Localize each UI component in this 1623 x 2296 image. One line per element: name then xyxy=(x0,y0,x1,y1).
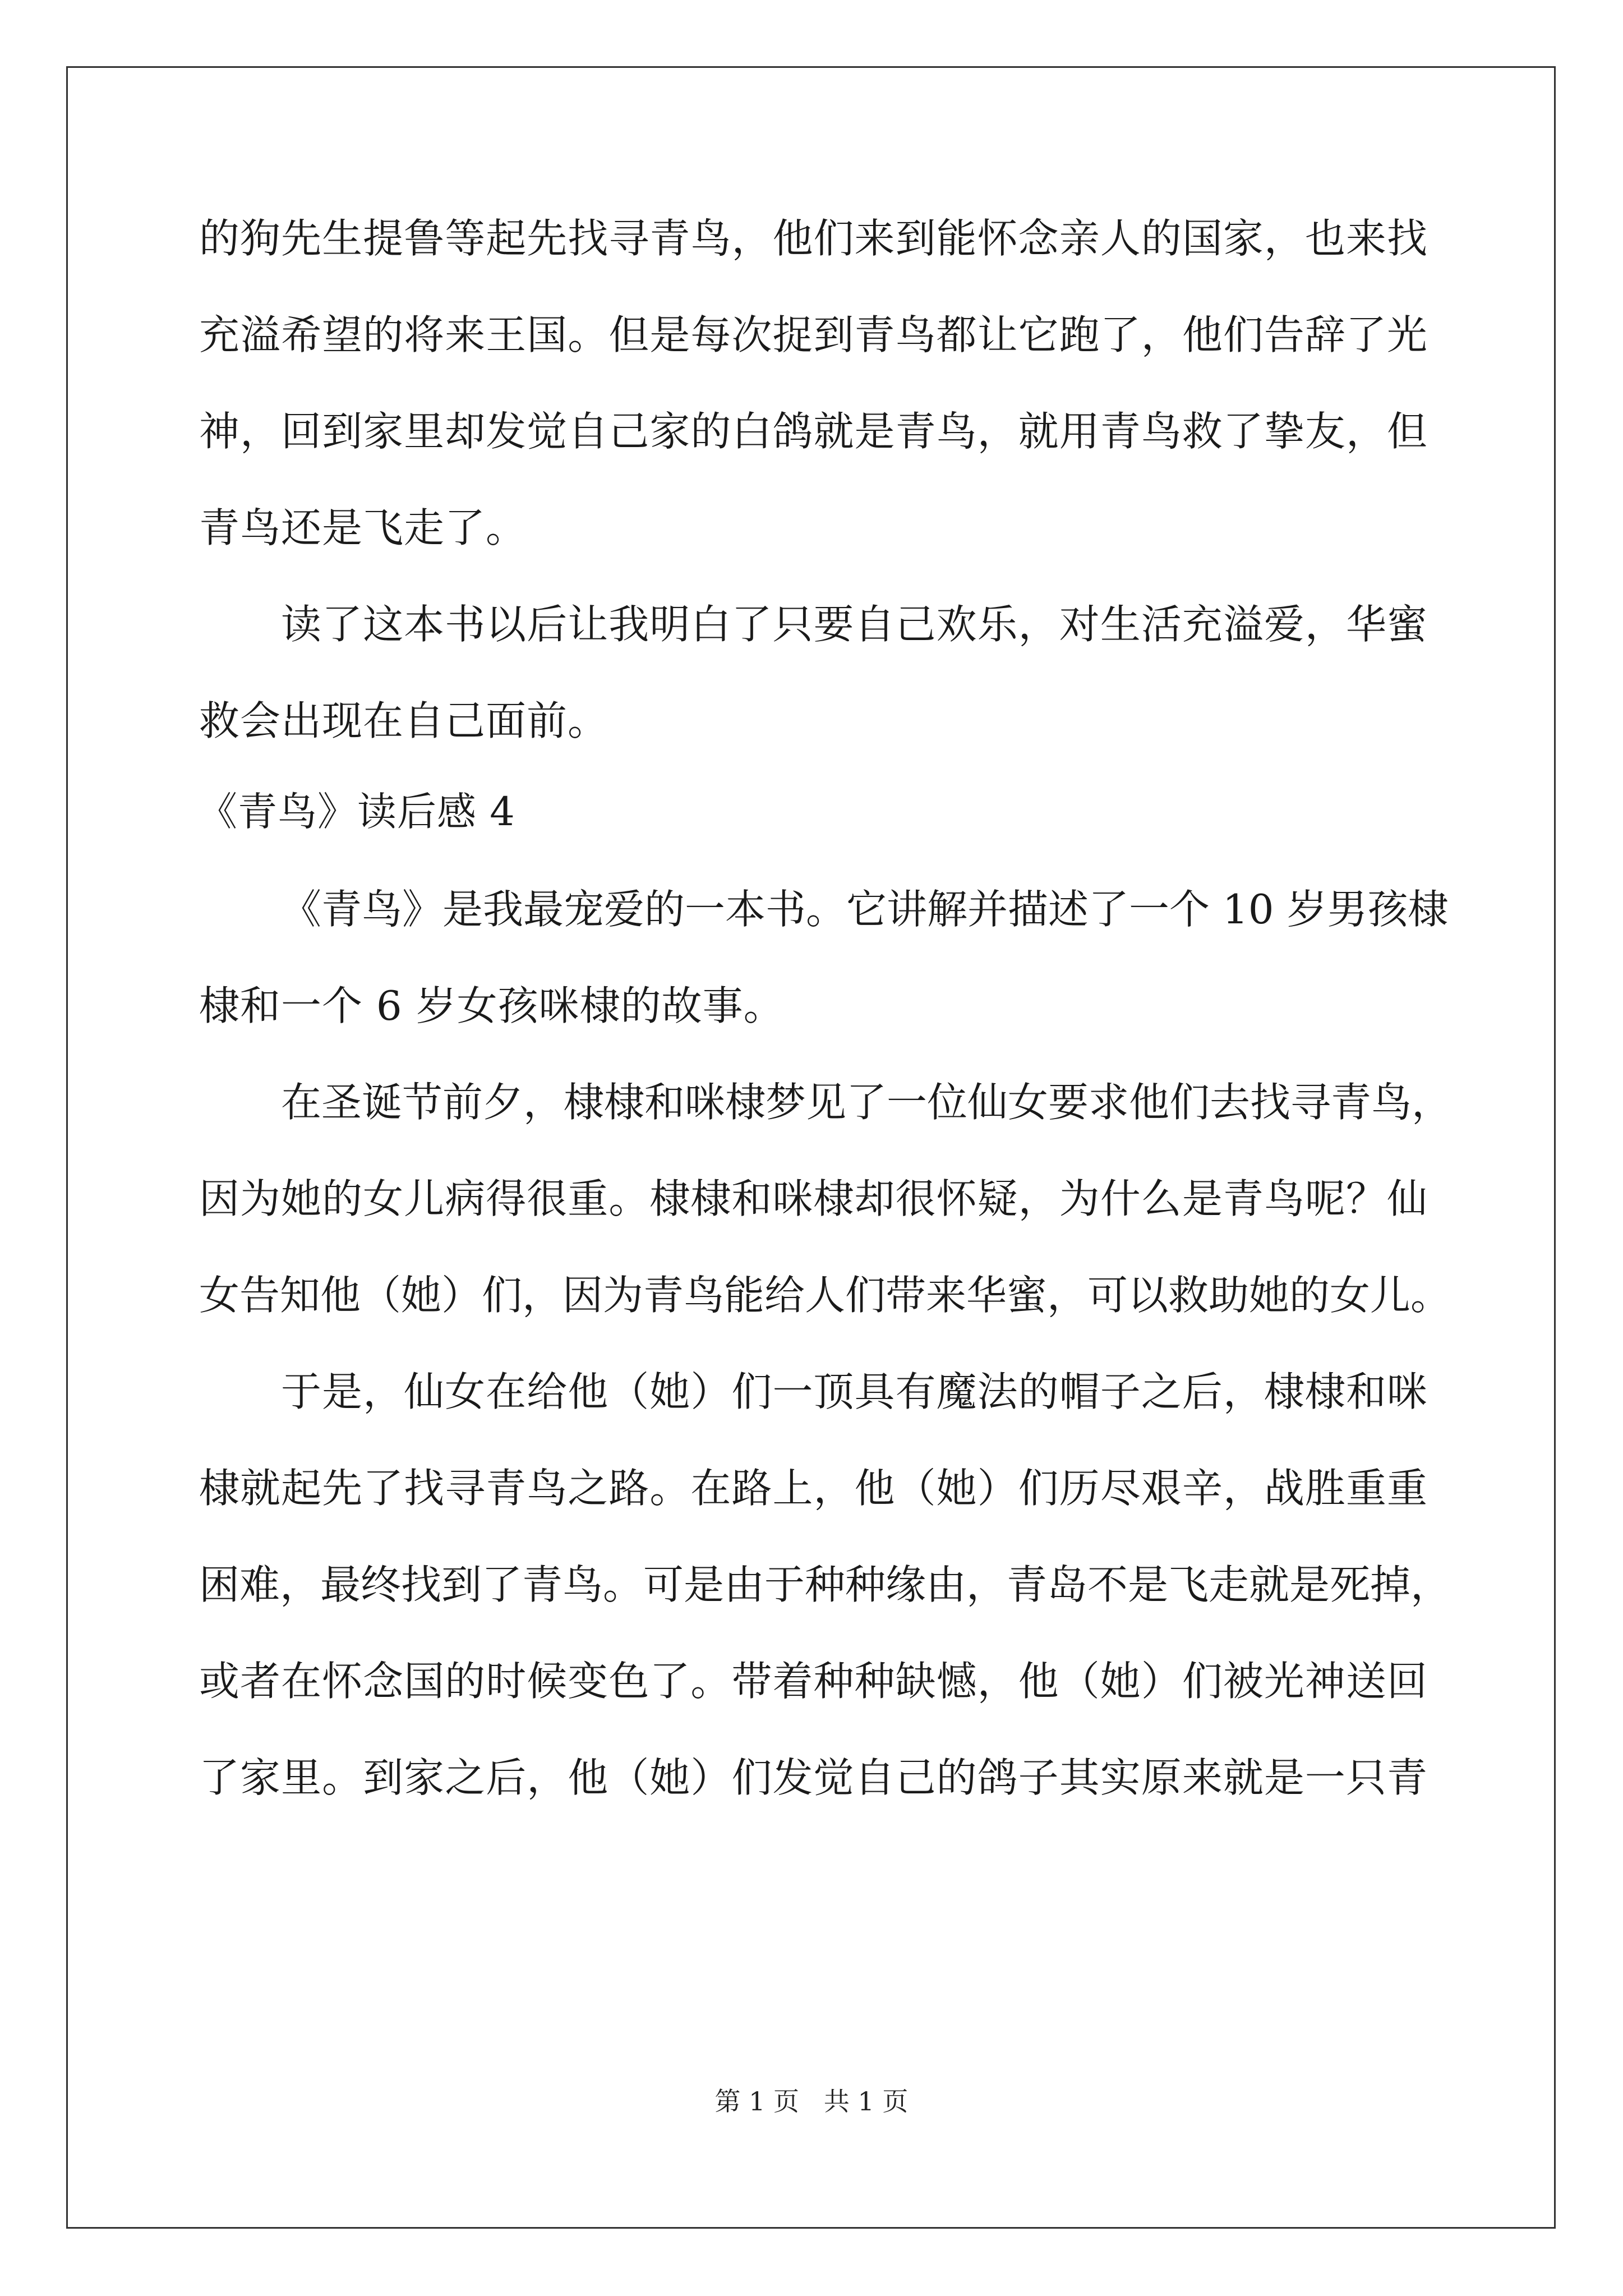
page-number-footer: 第 1 页 共 1 页 xyxy=(714,2086,909,2116)
paragraph-line: 于是，仙女在给他（她）们一顶具有魔法的帽子之后，棣棣和咪 xyxy=(281,1368,1427,1415)
paragraph-line: 救会出现在自己面前。 xyxy=(199,697,609,744)
paragraph-line: 在圣诞节前夕，棣棣和咪棣梦见了一位仙女要求他们去找寻青鸟， xyxy=(281,1079,1453,1126)
paragraph-line: 棣就起先了找寻青鸟之路。在路上，他（她）们历尽艰辛，战胜重重 xyxy=(199,1465,1427,1512)
paragraph-line: 因为她的女儿病得很重。棣棣和咪棣却很怀疑，为什么是青鸟呢？仙 xyxy=(199,1175,1427,1222)
paragraph-line: 充溢希望的将来王国。但是每次捉到青鸟都让它跑了，他们告辞了光 xyxy=(199,311,1427,358)
paragraph-line: 的狗先生提鲁等起先找寻青鸟，他们来到能怀念亲人的国家，也来找 xyxy=(199,215,1427,262)
paragraph-line: 《青鸟》是我最宠爱的一本书。它讲解并描述了一个 10 岁男孩棣 xyxy=(281,886,1449,933)
page-border xyxy=(66,66,1556,2229)
paragraph-line: 读了这本书以后让我明白了只要自己欢乐，对生活充溢爱，华蜜 xyxy=(281,601,1427,648)
paragraph-line: 棣和一个 6 岁女孩咪棣的故事。 xyxy=(199,982,785,1029)
section-heading: 《青鸟》读后感 4 xyxy=(198,789,515,835)
paragraph-line: 或者在怀念国的时候变色了。带着种种缺憾，他（她）们被光神送回 xyxy=(199,1658,1427,1705)
paragraph-line: 了家里。到家之后，他（她）们发觉自己的鸽子其实原来就是一只青 xyxy=(199,1754,1427,1801)
paragraph-line: 困难，最终找到了青鸟。可是由于种种缘由，青岛不是飞走就是死掉， xyxy=(199,1561,1451,1608)
paragraph-line: 女告知他（她）们，因为青鸟能给人们带来华蜜，可以救助她的女儿。 xyxy=(199,1272,1451,1319)
paragraph-line: 神，回到家里却发觉自己家的白鸽就是青鸟，就用青鸟救了挚友，但 xyxy=(199,408,1427,455)
paragraph-line: 青鸟还是飞走了。 xyxy=(199,504,527,551)
